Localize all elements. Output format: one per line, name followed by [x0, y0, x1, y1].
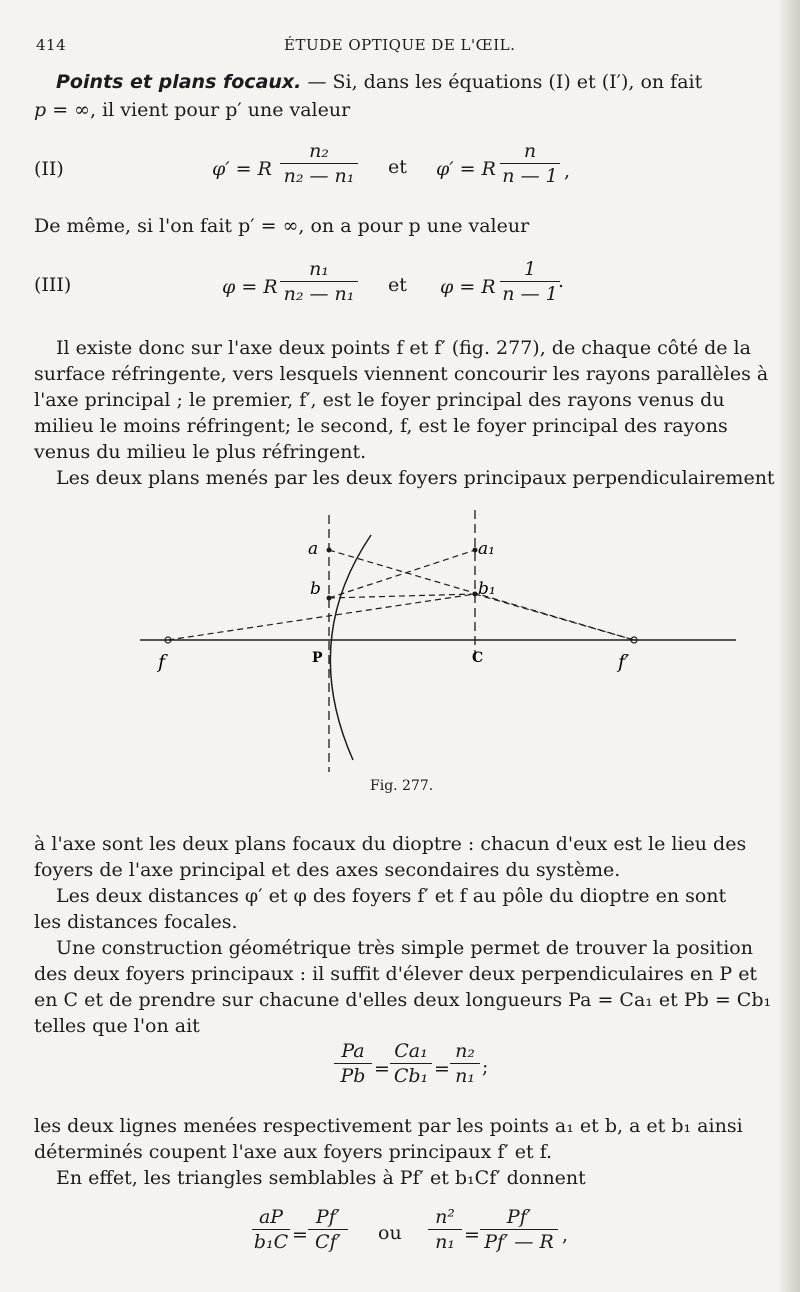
para1-line-1: Il existe donc sur l'axe deux points f et f′ (fig. 277), de chaque côté de la — [56, 337, 751, 359]
eq2-lhs: φ′ = R — [212, 158, 272, 180]
eq4-fraction-1: Pa Pb — [334, 1040, 372, 1087]
para6-line-2: déterminés coupent l'axe aux foyers principaux f′ et f. — [34, 1141, 553, 1163]
running-title: ÉTUDE OPTIQUE DE L'ŒIL. — [284, 36, 516, 54]
label-b: b — [310, 579, 321, 599]
refracting-surface — [330, 535, 371, 760]
para2-line-1: Les deux plans menés par les deux foyers principaux perpendiculairement — [56, 467, 775, 489]
ray-b1-to-f-prime — [475, 594, 634, 640]
para6-line-1: les deux lignes menées respectivement par les points a₁ et b, a et b₁ ainsi — [34, 1115, 743, 1137]
page-edge-shadow — [778, 0, 800, 1292]
label-a: a — [308, 539, 319, 559]
point-b — [327, 596, 332, 601]
para1-line-4: milieu le moins réfringent; le second, f, est le foyer principal des rayons — [34, 415, 728, 437]
para3-line-2: foyers de l'axe principal et des axes secondaires du système. — [34, 859, 621, 881]
eq5-equals-1: = — [292, 1224, 308, 1246]
figure-caption: Fig. 277. — [370, 778, 434, 794]
page-number: 414 — [36, 36, 67, 54]
para1-line-3: l'axe principal ; le premier, f′, est le foyer principal des rayons venus du — [34, 389, 725, 411]
section-intro-text-2: , il vient pour p′ une valeur — [90, 99, 351, 121]
para5-line-2: des deux foyers principaux : il suffit d'élever deux perpendiculaires en P et — [34, 963, 758, 985]
equation-label-ii: (II) — [34, 158, 64, 180]
eq3-fraction-2: 1 n — 1 — [500, 258, 560, 305]
ray-b-to-b1 — [329, 594, 475, 598]
eq4-fraction-2: Ca₁ Cb₁ — [390, 1040, 432, 1087]
para5-line-4: telles que l'on ait — [34, 1015, 200, 1037]
label-a1: a₁ — [478, 539, 495, 559]
ray-f-to-b1 — [168, 594, 475, 640]
eq2-lhs-2: φ′ = R — [436, 158, 496, 180]
eq5-tail: , — [562, 1224, 569, 1246]
eq4-equals-2: = — [434, 1058, 450, 1080]
label-c: C — [472, 650, 484, 666]
eq3-et: et — [388, 274, 407, 296]
eq3-lhs: φ = R — [222, 276, 278, 298]
eq5-fraction-1: aP b₁C — [253, 1206, 289, 1253]
para4-line-2: les distances focales. — [34, 911, 238, 933]
para3-line-1: à l'axe sont les deux plans focaux du dioptre : chacun d'eux est le lieu des — [34, 833, 747, 855]
eq2-fraction-2: n n — 1 — [500, 140, 560, 187]
eq3-fraction-1: n₁ n₂ — n₁ — [280, 258, 358, 305]
eq3-lhs-2: φ = R — [440, 276, 496, 298]
eq2-fraction-1: n₂ n₂ — n₁ — [280, 140, 358, 187]
para7-line-1: En effet, les triangles semblables à Pf′ et b₁Cf′ donnent — [56, 1167, 586, 1189]
eq5-fraction-3: n² n₁ — [428, 1206, 462, 1253]
label-b1: b₁ — [478, 579, 496, 599]
ray-b-to-a1 — [329, 550, 475, 598]
label-p: P — [312, 650, 323, 666]
section-intro-line-1 — [56, 70, 702, 94]
eq3-tail: . — [558, 270, 565, 292]
label-f-prime: f′ — [618, 651, 630, 673]
eq4-fraction-3: n₂ n₁ — [450, 1040, 480, 1087]
eq2-tail: , — [564, 160, 571, 182]
eq5-fraction-2: Pf′ Cf′ — [308, 1206, 348, 1253]
point-a1 — [473, 548, 478, 553]
para5-line-3: en C et de prendre sur chacune d'elles deux longueurs Pa = Ca₁ et Pb = Cb₁ — [34, 989, 772, 1011]
point-b1 — [473, 592, 478, 597]
para4-line-1: Les deux distances φ′ et φ des foyers f′ et f au pôle du dioptre en sont — [56, 885, 727, 907]
section-intro-text: — Si, dans les équations (I) et (I′), on fait — [301, 71, 703, 93]
paragraph-de-meme: De même, si l'on fait p′ = ∞, on a pour p une valeur — [34, 215, 530, 237]
eq5-ou: ou — [378, 1222, 402, 1244]
label-f: f — [158, 651, 166, 673]
para1-line-5: venus du milieu le plus réfringent. — [34, 441, 367, 463]
eq5-fraction-4: Pf′ Pf′ — R — [480, 1206, 558, 1253]
eq4-tail: ; — [482, 1056, 489, 1078]
point-a — [327, 548, 332, 553]
eq4-equals-1: = — [374, 1058, 390, 1080]
para5-line-1: Une construction géométrique très simple permet de trouver la position — [56, 937, 753, 959]
eq5-equals-2: = — [464, 1224, 480, 1246]
figure-277 — [140, 510, 740, 780]
eq2-et: et — [388, 156, 407, 178]
para1-line-2: surface réfringente, vers lesquels viennent concourir les rayons parallèles à — [34, 363, 769, 385]
section-title: Points et plans focaux. — [56, 71, 302, 93]
section-intro-line-2: p = ∞, il vient pour p′ une valeur — [34, 99, 351, 121]
equation-label-iii: (III) — [34, 274, 72, 296]
